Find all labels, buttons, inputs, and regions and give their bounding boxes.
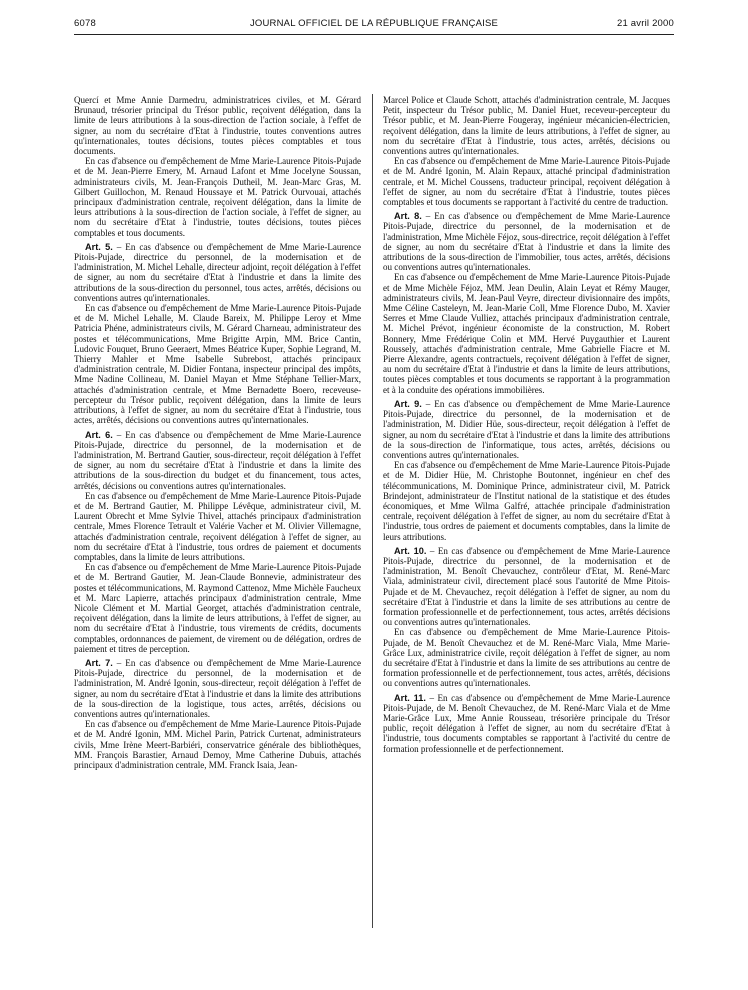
right-column — [383, 95, 670, 754]
paragraph — [74, 156, 361, 238]
paragraph-text: – En cas d'absence ou d'empêchement de Mme Marie-Laurence Pitois-Pujade, directrice du personnel, de la modernisation et de l'administration, M. André Igonin, sous-directeur, reçoit délégation à l'effet de signer, au nom du secrétaire d'Etat à l'industrie et dans la limite des attributions de la sous-direction de la logistique, tous actes, arrêtés, décisions ou conventions autres qu'internationales. — [74, 657, 361, 719]
paragraph — [383, 627, 670, 688]
paragraph-text: – En cas d'absence ou d'empêchement de Mme Marie-Laurence Pitois-Pujade, directrice du personnel, de la modernisation et de l'administration, M. Didier Hüe, sous-directeur, reçoit délégation à l'effet de signer, au nom du secrétaire d'Etat à l'industrie et dans la limite des attributions de la sous-direction de l'informatique, tous actes, arrêtés, décisions ou conventions autres qu'internationales. — [383, 398, 670, 460]
paragraph-text: En cas d'absence ou d'empêchement de Mme Marie-Laurence Pitois-Pujade et de M. Didier Hüe, M. Christophe Boutonnet, ingénieur en chef des télécommunications, M. Dominique Prince, administrateur civil, M. Patrick Brindejont, administrateur de l'Institut national de la statistique et des études économiques, et Mme Wilma Galfré, attachée principale d'administration centrale, reçoivent délégation à l'effet de signer, au nom du secrétaire d'Etat à l'industrie, tous ordres de paiement et documents comptables, dans la limite de leurs attributions. — [383, 460, 670, 542]
column-divider — [372, 94, 373, 928]
article-label: Art. 10. — [394, 545, 427, 556]
paragraph-text: En cas d'absence ou d'empêchement de Mme Marie-Laurence Pitois-Pujade et de M. Michel Lehalle, M. Claude Bareix, M. Philippe Leroy et Mme Patricia Phéne, administrateurs civils, M. Gérard Charneau, administrateur des postes et télécommunications, Mme Brigitte Arpin, MM. Brice Cantin, Ludovic Fouquet, Bruno Geeraert, Mmes Béatrice Kuper, Sophie Legrand, M. Thierry Mahler et Mme Isabelle Subrebost, attachés principaux d'administration centrale, M. Didier Fontana, inspecteur principal des impôts, Mme Nadine Collineau, M. Daniel Mayan et Mme Stéphane Tellier-Marx, attachés d'administration centrale, et Mme Bernadette Boero, receveuse-percepteur du Trésor public, reçoivent délégation, dans la limite de leurs attributions, à l'effet de signer, au nom du secrétaire d'Etat à l'industrie, tous actes, arrêtés, décisions ou conventions autres qu'internationales. — [74, 303, 361, 426]
paragraph — [383, 272, 670, 394]
header-rule — [74, 34, 674, 35]
paragraph-text: En cas d'absence ou d'empêchement de Mme Marie-Laurence Pitois-Pujade, de M. Benoît Chevauchez et de M. René-Marc Viala, Mme Marie-Grâce Lux, administratrice civile, reçoit délégation à l'effet de signer, au nom du secrétaire d'Etat à l'industrie et dans la limite de ses attributions au centre de formation professionnelle et de perfectionnement, tous actes, arrêtés, décisions ou conventions autres qu'internationales. — [383, 627, 670, 689]
paragraph-text: – En cas d'absence ou d'empêchement de Mme Marie-Laurence Pitois-Pujade, directrice du personnel, de la modernisation et de l'administration, M. Benoît Chevauchez, contrôleur d'Etat, M. René-Marc Viala, administrateur civil, directement placé sous l'autorité de Mme Pitois-Pujade et de M. Chevauchez, reçoit délégation à l'effet de signer, au nom du secrétaire d'Etat à l'industrie et dans la limite de ses attributions au centre de formation professionnelle et de perfectionnement, tous actes, arrêtés décisions ou conventions autres qu'internationales. — [383, 545, 670, 628]
paragraph-text: En cas d'absence ou d'empêchement de Mme Marie-Laurence Pitois-Pujade et de M. Bertrand Gautier, M. Philippe Lévêque, administrateur civil, M. Laurent Obrecht et Mme Sylvie Thivel, attachés principaux d'administration centrale, Mmes Florence Tetrault et Valérie Vacher et M. Olivier Villemagne, attachés d'administration centrale, reçoivent délégation à l'effet de signer, au nom du secrétaire d'Etat à l'industrie, tous ordres de paiement et documents comptables, dans la limite de leurs attributions. — [74, 490, 361, 562]
article-label: Art. 9. — [394, 398, 422, 409]
article-paragraph — [383, 399, 670, 460]
paragraph-text: En cas d'absence ou d'empêchement de Mme Marie-Laurence Pitois-Pujade et de M. André Igonin, MM. Michel Parin, Patrick Curtenat, administrateurs civils, Mme Irène Meert-Barbiéri, conservatrice générale des bibliothèques, MM. François Barastier, Arnaud Demoy, Mme Catherine Dubuis, attachés principaux d'administration centrale, MM. Franck Isaia, Jean- — [74, 719, 361, 770]
article-label: Art. 5. — [85, 241, 113, 252]
left-column — [74, 95, 361, 770]
paragraph-text: Quercí et Mme Annie Darmedru, administratrices civiles, et M. Gérard Brunaud, trésorier principal du Trésor public, reçoivent délégation, dans la limite de leurs attributions à la sous-direction de l'action sociale, à l'effet de signer, au nom du secrétaire d'Etat à l'industrie, toutes conventions autres qu'internationales, toutes décisions, toutes pièces comptables et tous documents. — [74, 95, 361, 157]
article-label: Art. 6. — [85, 429, 113, 440]
paragraph-text: Marcel Police et Claude Schott, attachés d'administration centrale, M. Jacques Petit, inspecteur du Trésor public, M. Daniel Huet, receveur-percepteur du Trésor public, et M. Jean-Pierre Fougeray, ingénieur mécanicien-électricien, reçoivent délégation, dans la limite de leurs attributions, à l'effet de signer, au nom du secrétaire d'Etat à l'industrie, tous actes, arrêtés, décisions ou conventions autres qu'internationales. — [383, 95, 670, 157]
paragraph-text: En cas d'absence ou d'empêchement de Mme Marie-Laurence Pitois-Pujade et de M. Bertrand Gautier, M. Jean-Claude Bonnevie, administrateur des postes et télécommunications, M. Raymond Cattenoz, Mme Michèle Faucheux et M. Marc Lapierre, attachés principaux d'administration centrale, Mme Nicole Clément et M. Martial Georget, attachés d'administration centrale, reçoivent délégation, dans la limite de leurs attributions, à l'effet de signer, au nom du secrétaire d'Etat à l'industrie, tous virements de crédits, documents comptables, ordonnances de paiement, de virement ou de délégation, ordres de paiement et titres de perception. — [74, 562, 361, 654]
article-label: Art. 11. — [394, 692, 426, 703]
paragraph — [74, 303, 361, 425]
article-paragraph — [383, 546, 670, 628]
page-header — [74, 18, 674, 34]
paragraph — [383, 95, 670, 156]
article-paragraph — [74, 242, 361, 303]
article-label: Art. 7. — [85, 657, 113, 668]
article-label: Art. 8. — [394, 211, 422, 222]
paragraph-text: En cas d'absence ou d'empêchement de Mme Marie-Laurence Pitois-Pujade et de M. André Igonin, M. Alain Repaux, attaché principal d'administration centrale, et M. Michel Coussens, traducteur principal, reçoivent délégation à l'effet de signer, au nom du secrétaire d'Etat à l'industrie, toutes pièces comptables et tous documents se rapportant à l'activité du centre de traduction. — [383, 156, 670, 208]
journal-title: JOURNAL OFFICIEL DE LA RÉPUBLIQUE FRANÇAISE — [249, 18, 499, 29]
issue-date: 21 avril 2000 — [617, 18, 674, 29]
paragraph — [74, 719, 361, 770]
article-paragraph — [383, 211, 670, 272]
article-paragraph — [74, 658, 361, 719]
article-paragraph — [74, 430, 361, 491]
paragraph — [74, 491, 361, 562]
paragraph-text: En cas d'absence ou d'empêchement de Mme Marie-Laurence Pitois-Pujade et de M. Jean-Pierre Emery, M. Arnaud Lafont et Mme Jocelyne Soussan, administrateurs civils, M. Jean-François Dutheil, M. Jean-Marc Gras, M. Gilbert Guillochon, M. Renaud Houssaye et M. Patrick Ourvouai, attachés principaux d'administration centrale, reçoivent délégation, dans la limite de leurs attributions à la sous-direction de l'action sociale, à l'effet de signer, au nom du secrétaire d'Etat à l'industrie, toutes décisions, toutes pièces comptables et tous documents. — [74, 156, 361, 238]
paragraph-text: – En cas d'absence ou d'empêchement de Mme Marie-Laurence Pitois-Pujade, directrice du personnel, de la modernisation et de l'administration, Mme Michèle Féjoz, sous-directrice, reçoit délégation à l'effet de signer, au nom du secrétaire d'Etat à l'industrie et dans la limite des attributions de la sous-direction de l'immobilier, tous actes, arrêtés, décisions ou conventions autres qu'internationales. — [383, 211, 670, 273]
paragraph — [74, 562, 361, 654]
paragraph-text: – En cas d'absence ou d'empêchement de Mme Marie-Laurence Pitois-Pujade, directrice du personnel, de la modernisation et de l'administration, M. Bertrand Gautier, sous-directeur, reçoit délégation à l'effet de signer, au nom du secrétaire d'Etat à l'industrie et dans la limite des attributions de la sous-direction du budget et du financement, tous actes, arrêtés, décisions ou conventions autres qu'internationales. — [74, 429, 361, 491]
paragraph-text: En cas d'absence ou d'empêchement de Mme Marie-Laurence Pitois-Pujade et de Mme Michèle Féjoz, MM. Jean Deulin, Alain Leyat et Rémy Mauger, administrateurs civils, M. Jean-Paul Veyre, directeur divisionnaire des impôts, Mme Céline Casteleyn, M. Jean-Marie Coll, Mme Florence Dubo, M. Xavier Serres et Mme Claude Vulliez, attachés principaux d'administration centrale, M. Michel Prévot, ingénieur économiste de la construction, M. Robert Bonnery, Mme Frédérique Colin et MM. Hervé Puygauthier et Laurent Roussely, attachés d'administration centrale, Mme Gabrielle Fiacre et M. Pierre Alexandre, agents contractuels, reçoivent délégation à l'effet de signer, au nom du secrétaire d'Etat à l'industrie et dans la limite de leurs attributions, toutes pièces comptables et tous documents se rapportant à la programmation et à la conduite des opérations immobilières. — [383, 272, 670, 395]
paragraph — [383, 156, 670, 207]
paragraph — [74, 95, 361, 156]
paragraph-text: – En cas d'absence ou d'empêchement de Mme Marie-Laurence Pitois-Pujade, de M. Benoît Chevauchez, de M. René-Marc Viala et de Mme Marie-Grâce Lux, Mme Annie Rousseau, trésorière principale du Trésor public, reçoit délégation à l'effet de signer, au nom du secrétaire d'Etat à l'industrie, tous documents comptables se rapportant à l'activité du centre de formation professionnelle et de perfectionnement. — [383, 692, 671, 754]
article-paragraph — [383, 693, 670, 754]
paragraph — [383, 460, 670, 542]
page-number: 6078 — [74, 18, 96, 29]
paragraph-text: – En cas d'absence ou d'empêchement de Mme Marie-Laurence Pitois-Pujade, directrice du personnel, de la modernisation et de l'administration, M. Michel Lehalle, directeur adjoint, reçoit délégation à l'effet de signer, au nom du secrétaire d'Etat à l'industrie et dans la limite des attributions de la sous-direction du personnel, tous actes, arrêtés, décisions ou conventions autres qu'internationales. — [74, 241, 361, 303]
